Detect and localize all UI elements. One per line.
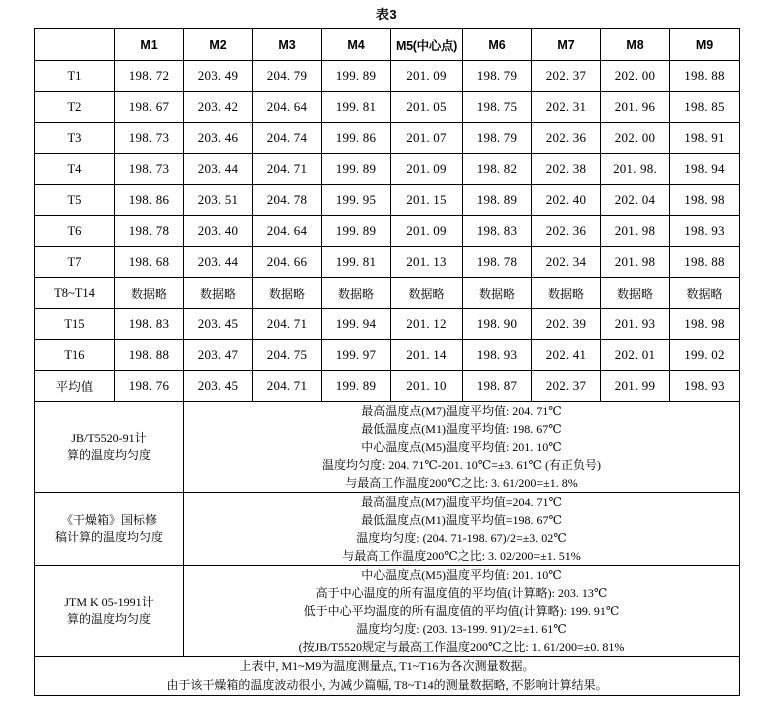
summary-row-jbt5520 [35,402,740,493]
table-cell: 201. 09 [391,154,463,185]
table-cell: 199. 95 [322,185,391,216]
summary-line: 最高温度点(M7)温度平均值: 204. 71℃ [361,404,562,418]
footnote [35,657,740,696]
table-cell: 198. 91 [670,123,740,154]
table-cell: 199. 86 [322,123,391,154]
table-row [35,247,740,278]
table-cell: 201. 13 [391,247,463,278]
table-cell: 204. 71 [253,371,322,402]
summary-line: 最高温度点(M7)温度平均值=204. 71℃ [361,495,562,509]
table-cell: 204. 75 [253,340,322,371]
header-cell-m3: M3 [253,29,322,61]
row-label: T16 [35,340,115,371]
table-header-row [35,29,740,61]
header-cell-m6: M6 [463,29,532,61]
summary-body [184,402,740,493]
table-cell: 198. 89 [463,185,532,216]
table-cell: 201. 05 [391,92,463,123]
table-cell: 203. 51 [184,185,253,216]
table-cell: 201. 98 [601,216,670,247]
table-cell: 204. 64 [253,92,322,123]
summary-label-line: JB/T5520-91计 [71,430,147,445]
table-cell: 203. 49 [184,61,253,92]
table-cell: 199. 81 [322,247,391,278]
summary-row-jtmk05 [35,566,740,657]
header-cell-m4: M4 [322,29,391,61]
table-cell: 202. 41 [532,340,601,371]
footnote-line: 上表中, M1~M9为温度测量点, T1~T16为各次测量数据。 [239,659,535,673]
summary-line: 温度均匀度: (204. 71-198. 67)/2=±3. 02℃ [356,531,567,545]
table-cell: 203. 46 [184,123,253,154]
summary-body [184,493,740,566]
table-cell: 数据略 [463,278,532,309]
table-cell: 202. 39 [532,309,601,340]
table-cell: 198. 83 [463,216,532,247]
table-cell: 201. 99 [601,371,670,402]
table-cell: 198. 86 [115,185,184,216]
row-label: 平均值 [35,371,115,402]
table-cell: 198. 87 [463,371,532,402]
table-cell: 数据略 [322,278,391,309]
table-cell: 204. 66 [253,247,322,278]
summary-line: (按JB/T5520规定与最高工作温度200℃之比: 1. 61/200=±0. 81% [298,640,625,654]
table-cell: 201. 07 [391,123,463,154]
table-cell: 203. 45 [184,309,253,340]
table-cell: 202. 37 [532,61,601,92]
table-row [35,61,740,92]
summary-label [35,402,184,493]
table-row [35,278,740,309]
table-cell: 198. 73 [115,154,184,185]
table-cell: 199. 89 [322,371,391,402]
table-cell: 201. 14 [391,340,463,371]
row-label: T15 [35,309,115,340]
table-cell: 203. 40 [184,216,253,247]
summary-label [35,566,184,657]
table-cell: 198. 79 [463,61,532,92]
table-cell: 204. 71 [253,154,322,185]
header-cell-m2: M2 [184,29,253,61]
table-cell: 199. 97 [322,340,391,371]
table-row [35,340,740,371]
summary-label-line: 稿计算的温度均匀度 [54,530,163,544]
temperature-uniformity-table [34,28,740,696]
summary-row-dryingoven [35,493,740,566]
table-row [35,185,740,216]
table-cell: 203. 44 [184,154,253,185]
table-cell: 202. 00 [601,123,670,154]
table-cell: 198. 73 [115,123,184,154]
table-cell: 201. 10 [391,371,463,402]
summary-label-line: JTM K 05-1991计 [64,594,154,609]
table-cell: 202. 36 [532,216,601,247]
table-cell: 198. 68 [115,247,184,278]
table-row-average [35,371,740,402]
table-cell: 199. 89 [322,154,391,185]
summary-line: 高于中心温度的所有温度值的平均值(计算略): 203. 13℃ [315,586,608,600]
table-cell: 202. 37 [532,371,601,402]
table-cell: 198. 93 [670,371,740,402]
summary-label-line: 算的温度均匀度 [66,448,151,462]
table-cell: 198. 93 [670,216,740,247]
footnote-line: 由于该干燥箱的温度波动很小, 为减少篇幅, T8~T14的测量数据略, 不影响计算结果。 [166,678,608,693]
table-cell: 204. 79 [253,61,322,92]
table-cell: 数据略 [601,278,670,309]
summary-label [35,493,184,566]
table-cell: 203. 44 [184,247,253,278]
table-cell: 201. 15 [391,185,463,216]
row-label: T7 [35,247,115,278]
table-cell: 201. 09 [391,216,463,247]
table-cell: 数据略 [184,278,253,309]
table-cell: 198. 85 [670,92,740,123]
table-cell: 198. 83 [115,309,184,340]
table-cell: 数据略 [532,278,601,309]
table-cell: 198. 82 [463,154,532,185]
summary-line: 中心温度点(M5)温度平均值: 201. 10℃ [361,568,562,582]
summary-line: 与最高工作温度200℃之比: 3. 02/200=±1. 51% [342,549,581,563]
table-cell: 198. 72 [115,61,184,92]
row-label: T2 [35,92,115,123]
table-cell: 204. 64 [253,216,322,247]
table-cell: 202. 36 [532,123,601,154]
table-cell: 198. 98 [670,185,740,216]
header-cell-m7: M7 [532,29,601,61]
table-cell: 198. 98 [670,309,740,340]
table-cell: 数据略 [253,278,322,309]
table-cell: 199. 89 [322,61,391,92]
table-cell: 201. 98. [601,154,670,185]
row-label: T8~T14 [35,278,115,309]
row-label: T6 [35,216,115,247]
table-cell: 202. 04 [601,185,670,216]
row-label: T1 [35,61,115,92]
summary-line: 最低温度点(M1)温度平均值=198. 67℃ [361,513,562,527]
header-cell-corner [35,29,115,61]
summary-label-line: 《干燥箱》国标修 [60,512,157,527]
header-cell-m8: M8 [601,29,670,61]
table-cell: 198. 75 [463,92,532,123]
summary-label-line: 算的温度均匀度 [66,612,151,626]
table-cell: 198. 90 [463,309,532,340]
table-cell: 199. 89 [322,216,391,247]
summary-line: 低于中心平均温度的所有温度值的平均值(计算略): 199. 91℃ [303,604,620,618]
table-cell: 数据略 [115,278,184,309]
table-cell: 202. 31 [532,92,601,123]
row-label: T3 [35,123,115,154]
summary-line: 与最高工作温度200℃之比: 3. 61/200=±1. 8% [345,476,578,490]
table-cell: 202. 40 [532,185,601,216]
summary-body [184,566,740,657]
table-row [35,92,740,123]
table-cell: 201. 96 [601,92,670,123]
table-cell: 204. 78 [253,185,322,216]
table-cell: 199. 02 [670,340,740,371]
table-cell: 202. 01 [601,340,670,371]
table-row [35,216,740,247]
table-cell: 198. 94 [670,154,740,185]
table-cell: 202. 00 [601,61,670,92]
table-cell: 203. 47 [184,340,253,371]
header-cell-m1: M1 [115,29,184,61]
summary-line: 温度均匀度: 204. 71℃-201. 10℃=±3. 61℃ (有正负号) [322,458,601,472]
table-cell: 198. 67 [115,92,184,123]
table-cell: 198. 88 [115,340,184,371]
table-cell: 201. 93 [601,309,670,340]
table-cell: 202. 34 [532,247,601,278]
header-cell-m5: M5(中心点) [391,29,463,61]
table-cell: 198. 88 [670,247,740,278]
table-cell: 199. 94 [322,309,391,340]
table-cell: 201. 09 [391,61,463,92]
header-cell-m9: M9 [670,29,740,61]
table-caption: 表3 [375,7,398,22]
table-cell: 数据略 [391,278,463,309]
summary-line: 最低温度点(M1)温度平均值: 198. 67℃ [361,422,562,436]
table-cell: 204. 74 [253,123,322,154]
table-cell: 202. 38 [532,154,601,185]
table-cell: 198. 79 [463,123,532,154]
table-cell: 201. 12 [391,309,463,340]
table-row [35,123,740,154]
table-cell: 198. 93 [463,340,532,371]
row-label: T4 [35,154,115,185]
table-cell: 199. 81 [322,92,391,123]
table-cell: 203. 42 [184,92,253,123]
table-row [35,309,740,340]
summary-line: 温度均匀度: (203. 13-199. 91)/2=±1. 61℃ [356,622,567,636]
table-cell: 201. 98 [601,247,670,278]
table-row [35,154,740,185]
row-label: T5 [35,185,115,216]
table-cell: 204. 71 [253,309,322,340]
table-cell: 198. 76 [115,371,184,402]
summary-line: 中心温度点(M5)温度平均值: 201. 10℃ [361,440,562,454]
table-cell: 203. 45 [184,371,253,402]
table-cell: 数据略 [670,278,740,309]
table-cell: 198. 78 [115,216,184,247]
table-cell: 198. 88 [670,61,740,92]
table-cell: 198. 78 [463,247,532,278]
footnote-row [35,657,740,696]
